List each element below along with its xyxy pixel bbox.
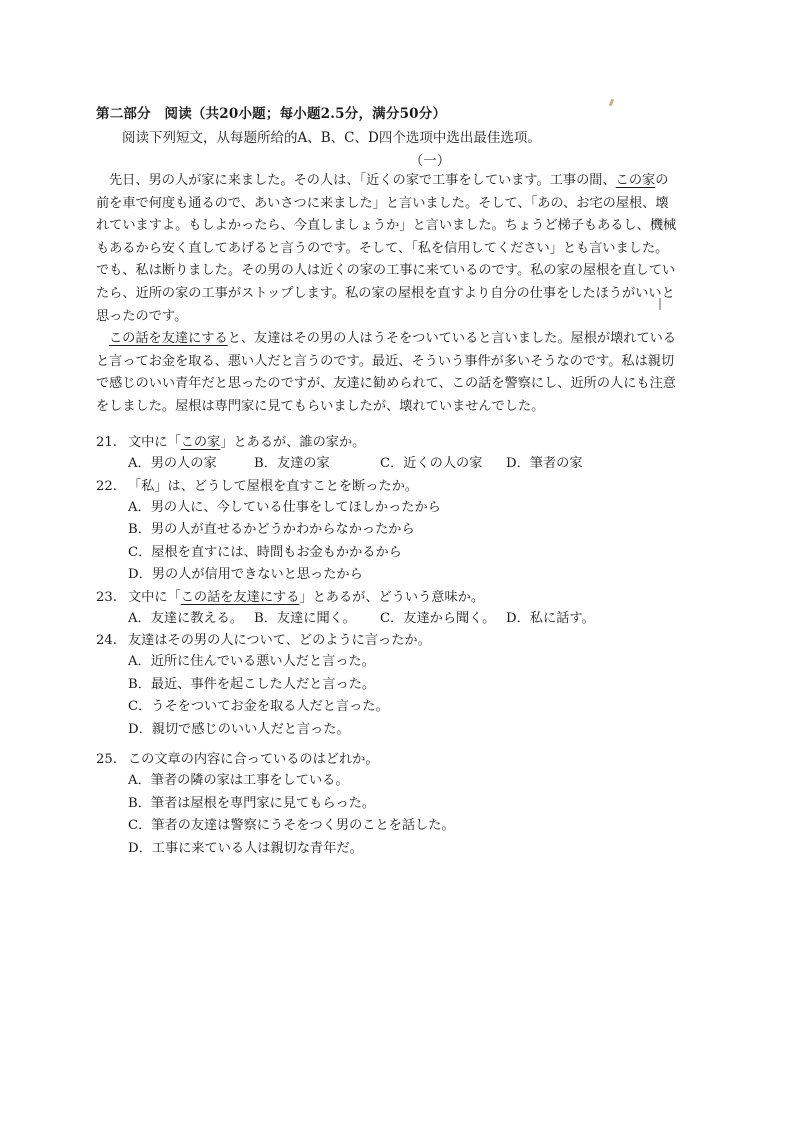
- option-a[interactable]: A．近所に住んでいる悪い人だと言った。: [128, 654, 375, 669]
- option-c[interactable]: C．屋根を直すには、時間もお金もかかるから: [128, 544, 402, 560]
- question-23: 23. 文中に「この話を友達にする」とあるが、どういう意味か。 A．友達に教える。 B．友達に聞く。 C．友達から聞く。 D．私に話す。: [96, 587, 656, 631]
- question-25: 25. この文章の内容に合っているのはどれか。 A．筆者の隣の家は工事をしている。 B．筆者は屋根を専門家に見てもらった。 C．筆者の友達は警察にうそをつく男のことを話した。 D．工事に来ている人は親切な青年だ。: [96, 749, 656, 860]
- passage-number: （一）: [409, 153, 451, 169]
- instruction-text: 阅读下列短文，从每题所给的A、B、C、D四个选项中选出最佳选项。: [122, 130, 541, 146]
- option-row: [96, 453, 656, 476]
- question-number: 22.: [96, 478, 117, 494]
- option-b[interactable]: B．筆者は屋根を専門家に見てもらった。: [128, 795, 376, 811]
- passage-paragraph-2: この話を友達にすると、友達はその男の人はうそをついていると言いました。屋根が壊れていると言ってお金を取る、悪い人だと言うのです。最近、そういう事件が多いそうなのです。私は親切で感じのいい青年だと思ったのですが、友達に勧められて、この話を警察にし、近所の人にも注意をしました。屋根は専門家に見てもらいましたが、壊れていませんでした。: [96, 331, 677, 414]
- option-d[interactable]: D．工事に来ている人は親切な青年だ。: [128, 840, 363, 856]
- question-number: 24.: [96, 633, 117, 648]
- question-24: 24. 友達はその男の人について、どのように言ったか。 A．近所に住んでいる悪い人だと言った。 B．最近、事件を起こした人だと言った。 C．うそをついてお金を取る人だと言った。 D．親切で感じのいい人だと言った。: [96, 630, 656, 741]
- option-a[interactable]: A．友達に教える。: [128, 610, 244, 626]
- underlined-this-house: この家: [615, 173, 656, 188]
- option-d[interactable]: D．私に話す。: [506, 610, 595, 626]
- reading-passage: [96, 170, 678, 419]
- option-b[interactable]: B．友達の家: [254, 456, 330, 471]
- option-b[interactable]: B．最近、事件を起こした人だと言った。: [128, 676, 376, 692]
- option-a[interactable]: A．男の人の家: [128, 456, 217, 471]
- question-list: [96, 432, 656, 860]
- question-21: 21. 文中に「この家」とあるが、誰の家か。 A．男の人の家 B．友達の家 C．近くの人の家 D．筆者の家: [96, 432, 656, 476]
- underlined-term: この話を友達にする: [180, 589, 300, 605]
- option-d[interactable]: D．男の人が信用できないと思ったから: [128, 567, 363, 582]
- option-c[interactable]: C．友達から聞く。: [380, 610, 496, 626]
- paper-speck: [609, 99, 614, 107]
- option-c[interactable]: C．うそをついてお金を取る人だと言った。: [128, 699, 389, 714]
- option-d[interactable]: D．筆者の家: [506, 456, 583, 471]
- question-22: 22. 「私」は、どうして屋根を直すことを断ったか。 A．男の人に、今している仕事をしてほしかったから B．男の人が直せるかどうかわからなかったから C．屋根を直すには、時間もお金もかかるから D．男の人が信用できないと思ったから: [96, 476, 656, 587]
- option-a[interactable]: A．男の人に、今している仕事をしてほしかったから: [128, 499, 441, 515]
- underlined-tell-friend: この話を友達にする: [109, 331, 228, 347]
- option-c[interactable]: C．筆者の友達は警察にうそをつく男のことを話した。: [128, 818, 455, 833]
- option-b[interactable]: B．友達に聞く。: [254, 610, 356, 626]
- passage-paragraph-1: 先日、男の人が家に来ました。その人は、「近くの家で工事をしています。工事の間、この家の前を車で何度も通るので、あいさつに来ました」と言いました。そして、「あの、お宅の屋根、壊れていますよ。もしよかったら、今直しましょうか」と言いました。ちょうど梯子もあるし、機械もあるから安く直してあげると言うのです。そして、「私を信用してください」とも言いました。でも、私は断りました。その男の人は近くの家の工事に来ているのです。私の家の屋根を直していたら、近所の家の工事がストップします。私の家の屋根を直すより自分の仕事をしたほうがいいと思ったのです。: [96, 173, 677, 324]
- option-a[interactable]: A．筆者の隣の家は工事をしている。: [128, 773, 349, 788]
- section-title: 第二部分 阅读（共20小题；每小题2.5分，满分50分）: [96, 106, 447, 122]
- question-number: 25.: [96, 752, 117, 767]
- option-d[interactable]: D．親切で感じのいい人だと言った。: [128, 721, 350, 737]
- question-number: 21.: [96, 435, 117, 450]
- underlined-term: この家: [180, 435, 221, 450]
- question-number: 23.: [96, 589, 117, 605]
- option-row: [96, 608, 656, 631]
- option-b[interactable]: B．男の人が直せるかどうかわからなかったから: [128, 522, 415, 537]
- option-c[interactable]: C．近くの人の家: [380, 456, 483, 471]
